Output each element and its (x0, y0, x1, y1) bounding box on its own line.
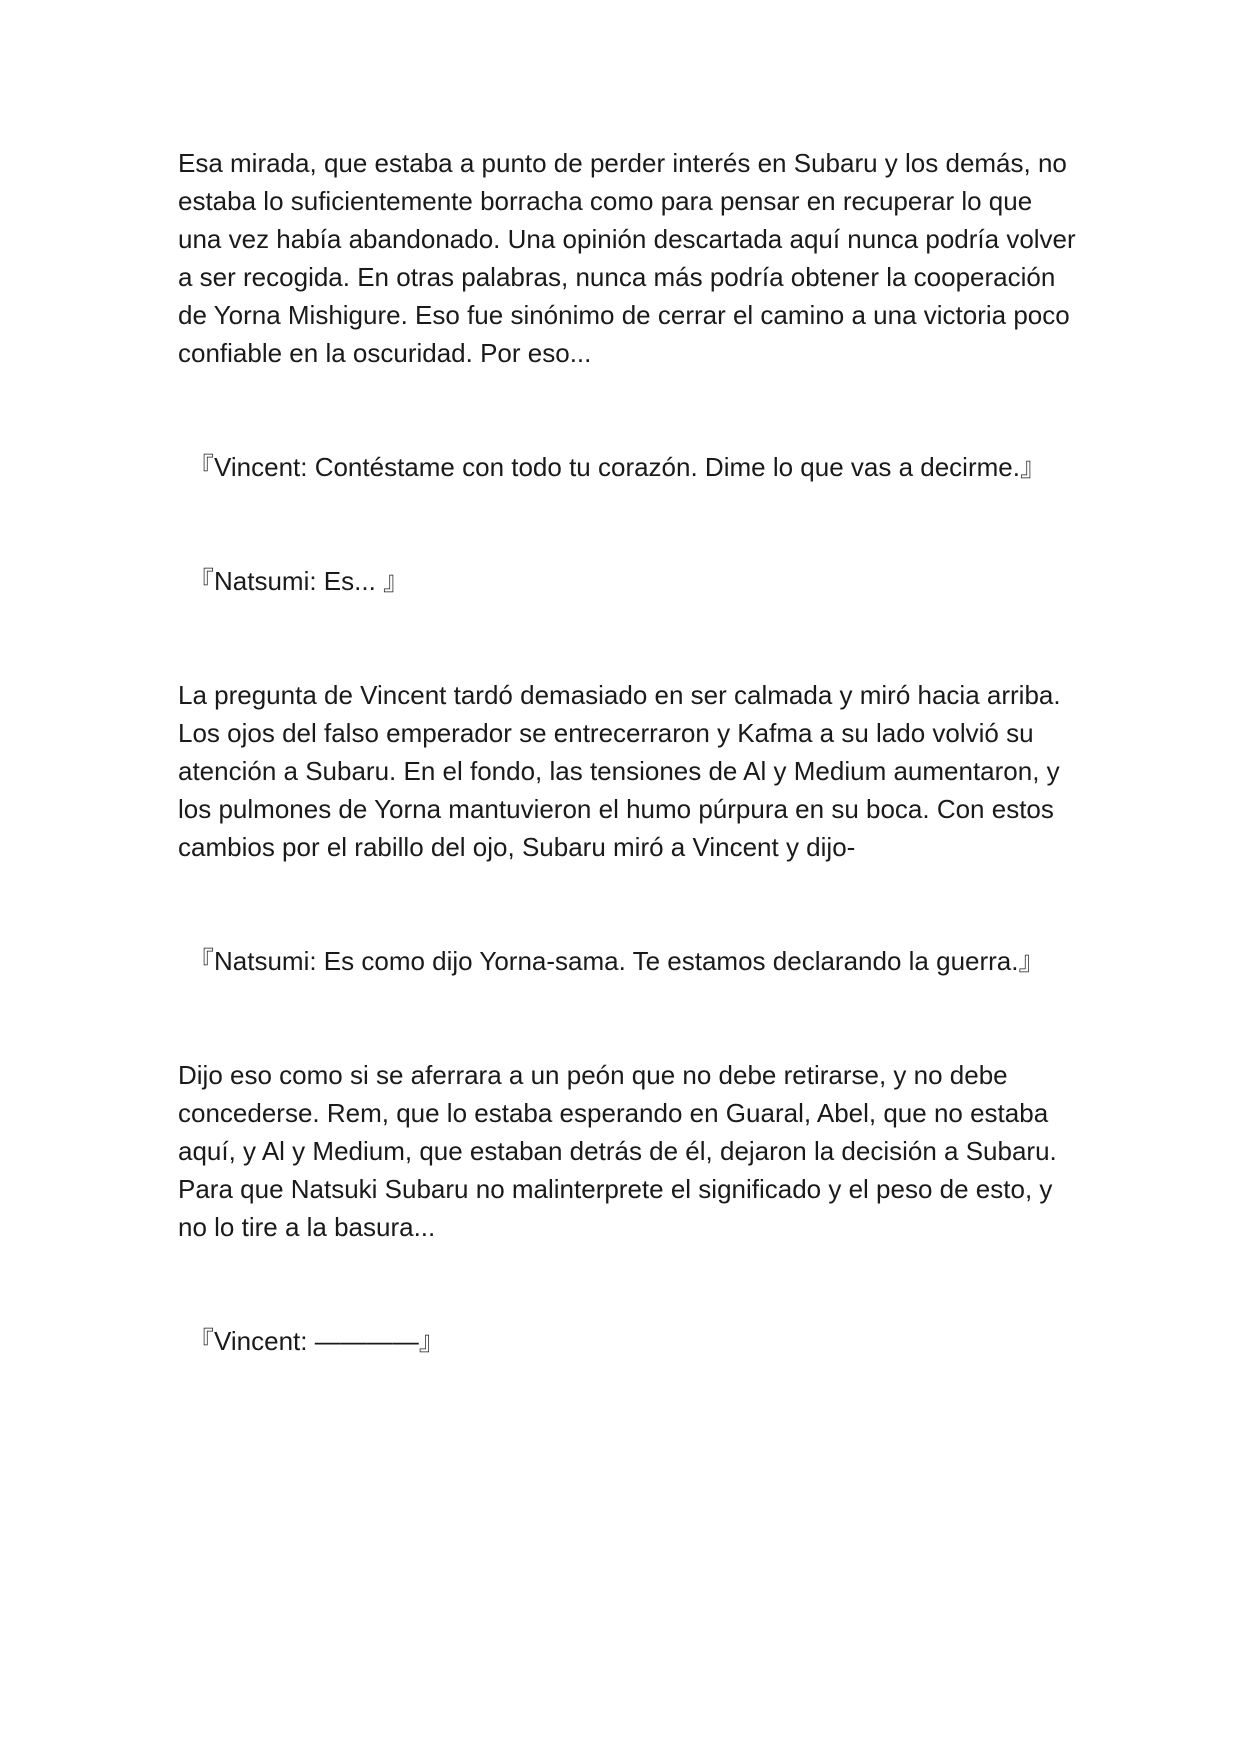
spacer (178, 980, 1078, 1056)
paragraph-2: La pregunta de Vincent tardó demasiado en ser calmada y miró hacia arriba. Los ojos del falso emperador se entrecerraron y Kafma a su lado volvió su atención a Subaru. En el fondo, las tensiones de Al y Medium aumentaron, y los pulmones de Yorna mantuvieron el humo púrpura en su boca. Con estos cambios por el rabillo del ojo, Subaru miró a Vincent y dijo- (178, 680, 1061, 862)
dialogue-natsumi-1: 『Natsumi: Es... 』 (188, 566, 410, 596)
document-body (178, 144, 1078, 1360)
dialogue-vincent-1: 『Vincent: Contéstame con todo tu corazón. Dime lo que vas a decirme.』 (188, 452, 1046, 482)
paragraph-1: Esa mirada, que estaba a punto de perder interés en Subaru y los demás, no estaba lo suficientemente borracha como para pensar en recuperar lo que una vez había abandonado. Una opinión descartada aquí nunca podría volver a ser recogida. En otras palabras, nunca más podría obtener la cooperación de Yorna Mishigure. Eso fue sinónimo de cerrar el camino a una victoria poco confiable en la oscuridad. Por eso... (178, 148, 1076, 368)
spacer (178, 866, 1078, 942)
dialogue-natsumi-2: 『Natsumi: Es como dijo Yorna-sama. Te estamos declarando la guerra.』 (188, 946, 1045, 976)
paragraph-3: Dijo eso como si se aferrara a un peón que no debe retirarse, y no debe concederse. Rem, que lo estaba esperando en Guaral, Abel, que no estaba aquí, y Al y Medium, que estaban detrás de él, dejaron la decisión a Subaru. Para que Natsuki Subaru no malinterprete el significado y el peso de esto, y no lo tire a la basura... (178, 1060, 1057, 1242)
spacer (178, 372, 1078, 448)
spacer (178, 600, 1078, 676)
spacer (178, 486, 1078, 562)
spacer (178, 1246, 1078, 1322)
dialogue-vincent-2: 『Vincent: ————』 (188, 1326, 445, 1356)
